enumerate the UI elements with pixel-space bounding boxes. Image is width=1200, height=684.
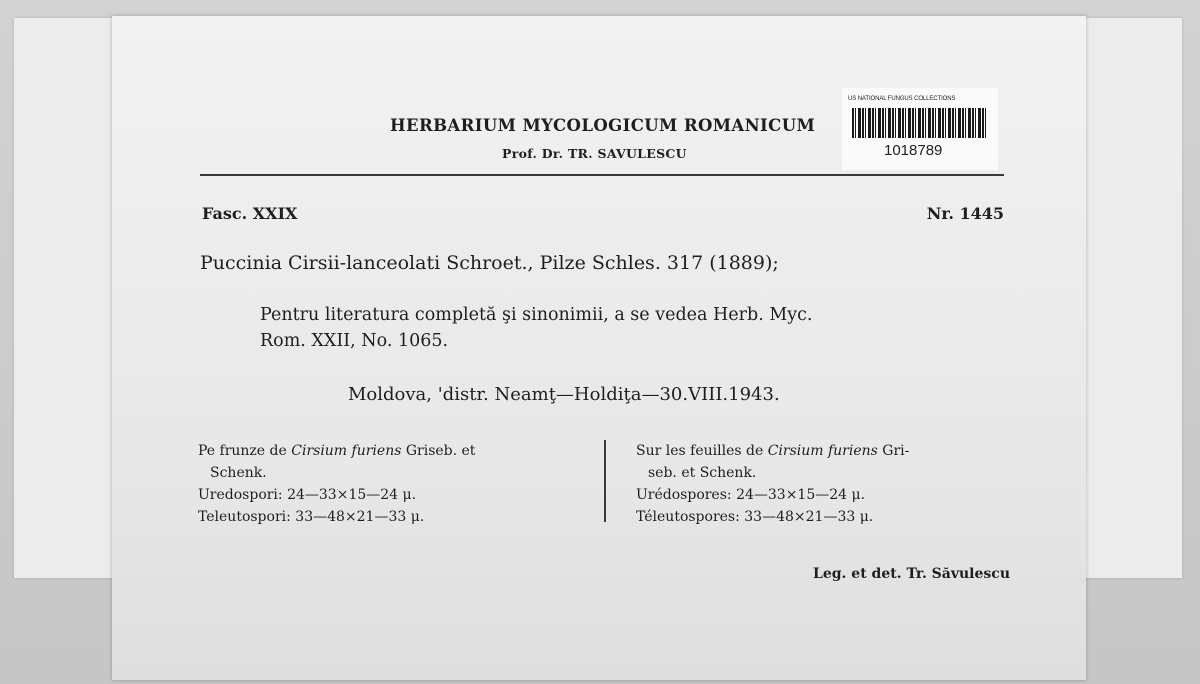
specimen-number: Nr. 1445 (926, 204, 1004, 223)
uredospore-measurement: Uredospori: 24—33×15—24 μ. (198, 487, 417, 503)
herbarium-curator: Prof. Dr. TR. SAVULESCU (502, 146, 687, 161)
host-description-french (636, 440, 909, 528)
host-species: Cirsium furiens (291, 443, 402, 459)
herbarium-title: HERBARIUM MYCOLOGICUM ROMANICUM (390, 116, 816, 135)
barcode-caption: US NATIONAL FUNGUS COLLECTIONS (848, 96, 956, 102)
host-species: Cirsium furiens (767, 443, 878, 459)
collector-signature: Leg. et det. Tr. Săvulescu (813, 566, 1010, 582)
collection-locality: Moldova, 'distr. Neamţ—Holdiţa—30.VIII.1943. (348, 384, 780, 405)
literature-note (260, 302, 1020, 354)
teleutospore-measurement: Téleutospores: 33—48×21—33 μ. (636, 509, 874, 525)
host-suffix: Gri- (877, 443, 910, 459)
fascicle-number: Fasc. XXIX (202, 204, 298, 223)
species-name: Puccinia Cirsii-lanceolati Schroet., Pilze Schles. 317 (1889); (200, 252, 779, 274)
host-suffix: Griseb. et (401, 443, 476, 459)
host-line-2: seb. et Schenk. (648, 465, 757, 481)
barcode-number: 1018789 (884, 142, 943, 159)
header-divider (200, 174, 1004, 176)
barcode-icon (852, 108, 986, 138)
specimen-label (112, 16, 1086, 680)
uredospore-measurement: Urédospores: 24—33×15—24 μ. (636, 487, 866, 503)
host-line (198, 440, 475, 462)
host-line (636, 440, 909, 462)
literature-line-2: Rom. XXII, No. 1065. (260, 331, 449, 351)
host-line-2: Schenk. (210, 465, 267, 481)
column-divider (604, 440, 606, 522)
barcode-sticker (842, 88, 998, 170)
host-description-romanian (198, 440, 475, 528)
teleutospore-measurement: Teleutospori: 33—48×21—33 μ. (198, 509, 425, 525)
literature-line-1: Pentru literatura completă şi sinonimii, a se vedea Herb. Myc. (260, 305, 813, 325)
host-prefix: Sur les feuilles de (636, 443, 768, 459)
host-prefix: Pe frunze de (198, 443, 292, 459)
